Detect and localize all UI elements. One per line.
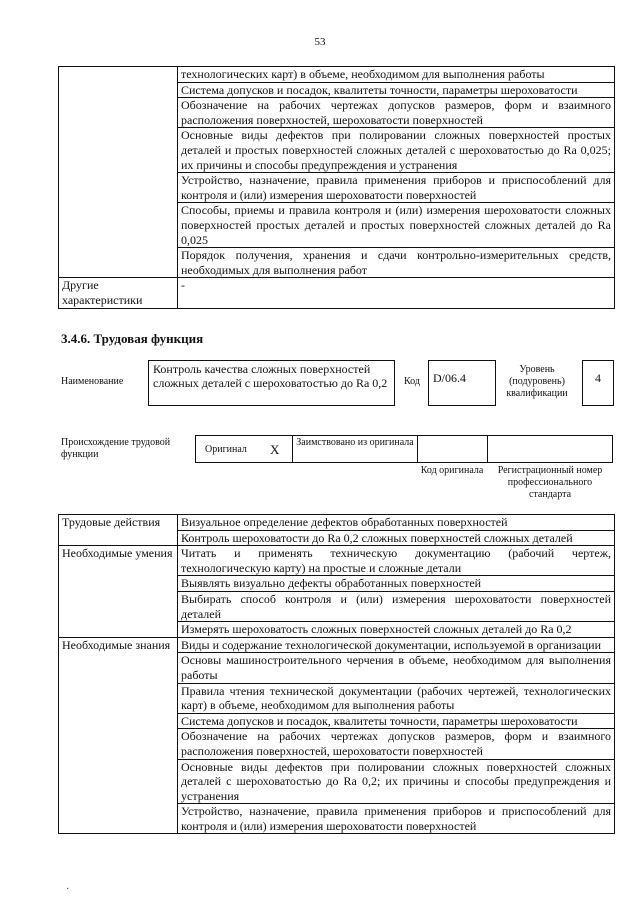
skills-label: Необходимые умения bbox=[59, 546, 178, 638]
table-cell: Выбирать способ контроля и (или) измерения шероховатости поверхностей деталей bbox=[178, 591, 615, 621]
table-cell: Измерять шероховатость сложных поверхностей сложных деталей до Ra 0,2 bbox=[178, 622, 615, 638]
table-cell: Основные виды дефектов при полировании сложных поверхностей простых деталей и простых поверхностей сложных деталей с шероховатостью до Ra 0,025; их причины и способы предупреждения и устранения bbox=[178, 128, 615, 173]
table-cell: Порядок получения, хранения и сдачи контрольно-измерительных средств, необходимых для выполнения работ bbox=[178, 248, 615, 278]
reg-number-caption: Регистрационный номер профессионального стандарта bbox=[497, 465, 603, 500]
divider bbox=[487, 436, 488, 462]
knowledge-continuation-table bbox=[58, 66, 615, 309]
table-row bbox=[59, 278, 615, 308]
table-cell: Правила чтения технической документации (рабочих чертежей, технологических карт) в объеме, необходимом для выполнения работы bbox=[178, 683, 615, 713]
divider bbox=[417, 436, 418, 462]
table-row bbox=[59, 637, 615, 653]
function-name-box: Контроль качества сложных поверхностей сложных деталей с шероховатостью до Ra 0,2 bbox=[148, 360, 395, 406]
section-heading: 3.4.6. Трудовая функция bbox=[61, 331, 204, 346]
scan-mark: · bbox=[66, 884, 70, 895]
table-cell: Обозначение на рабочих чертежах допусков размеров, форм и взаимного расположения поверхностей, шероховатости поверхностей bbox=[178, 98, 615, 128]
table-cell: Основы машиностроительного черчения в объеме, необходимом для выполнения работы bbox=[178, 653, 615, 683]
table-row bbox=[59, 546, 615, 576]
knowledge-label: Необходимые знания bbox=[59, 637, 178, 834]
level-label: Уровень (подуровень) квалификации bbox=[506, 364, 568, 399]
code-label: Код bbox=[404, 376, 420, 387]
original-label: Оригинал bbox=[205, 444, 247, 455]
function-details-table bbox=[58, 514, 615, 834]
table-cell: Выявлять визуально дефекты обработанных поверхностей bbox=[178, 576, 615, 592]
blank-label-cell bbox=[59, 67, 178, 278]
table-cell: технологических карт) в объеме, необходимом для выполнения работы bbox=[178, 67, 615, 83]
table-cell: Обозначение на рабочих чертежах допусков размеров, форм и взаимного расположения поверхностей, шероховатости поверхностей bbox=[178, 729, 615, 759]
page-number: 53 bbox=[314, 36, 326, 48]
table-cell: Устройство, назначение, правила применения приборов и приспособлений для контроля и (или) измерения шероховатости поверхностей bbox=[178, 173, 615, 203]
table-cell: Визуальное определение дефектов обработанных поверхностей bbox=[178, 515, 615, 531]
level-value-box: 4 bbox=[582, 360, 614, 406]
table-cell: Система допусков и посадок, квалитеты точности, параметры шероховатости bbox=[178, 713, 615, 729]
code-original-caption: Код оригинала bbox=[420, 465, 484, 476]
origin-label: Происхождение трудовой функции bbox=[61, 437, 171, 460]
table-row bbox=[59, 67, 615, 83]
table-cell: Виды и содержание технологической документации, используемой в организации bbox=[178, 637, 615, 653]
table-cell: Основные виды дефектов при полировании сложных поверхностей сложных деталей с шероховатостью до Ra 0,2; их причины и способы предупреждения и устранения bbox=[178, 759, 615, 804]
function-code-box: D/06.4 bbox=[428, 360, 496, 406]
table-cell: Способы, приемы и правила контроля и (или) измерения шероховатости сложных поверхностей простых деталей и простых поверхностей сложных деталей до Ra 0,025 bbox=[178, 203, 615, 248]
table-cell: Контроль шероховатости до Ra 0,2 сложных поверхностей сложных деталей bbox=[178, 530, 615, 546]
name-label: Наименование bbox=[61, 376, 124, 387]
table-cell: Устройство, назначение, правила применения приборов и приспособлений для контроля и (или) измерения шероховатости поверхностей bbox=[178, 804, 615, 834]
table-cell: Читать и применять техническую документацию (рабочий чертеж, технологическую карту) на простые и сложные детали bbox=[178, 546, 615, 576]
table-cell: Система допусков и посадок, квалитеты точности, параметры шероховатости bbox=[178, 82, 615, 98]
other-characteristics-label: Другие характеристики bbox=[59, 278, 178, 308]
labor-actions-label: Трудовые действия bbox=[59, 515, 178, 546]
origin-box bbox=[195, 435, 613, 463]
other-characteristics-value: - bbox=[178, 278, 615, 308]
borrowed-label: Заимствовано из оригинала bbox=[296, 437, 414, 448]
table-row bbox=[59, 515, 615, 531]
original-mark: X bbox=[270, 442, 280, 457]
